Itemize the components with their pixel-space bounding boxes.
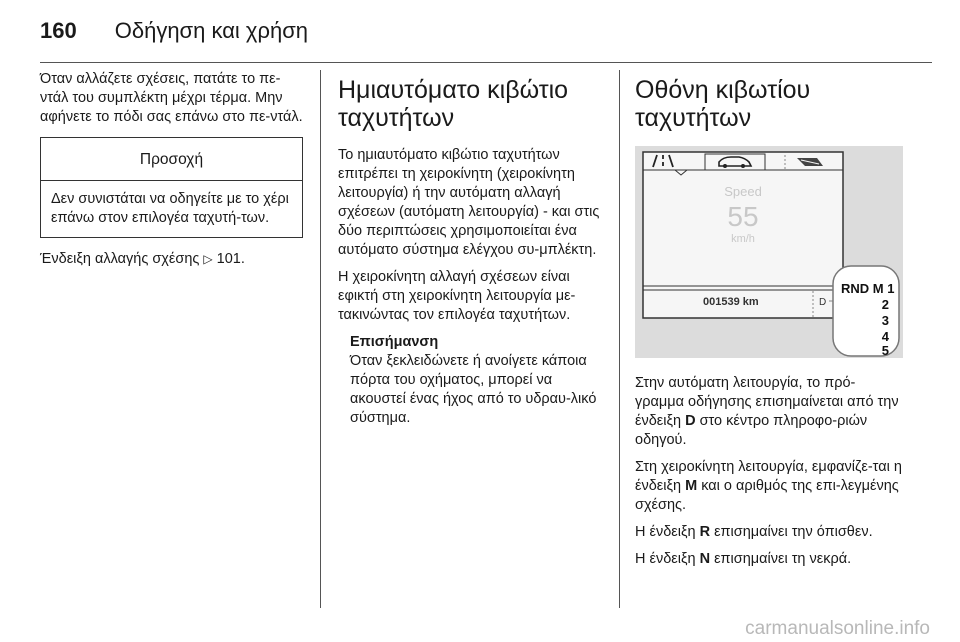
reverse-text-a: Η ένδειξη [635, 524, 696, 540]
gear-indicator-small: D [819, 297, 827, 308]
shift-indicator-text: Ένδειξη αλλαγής σχέσης [40, 251, 200, 267]
automatic-mode-text-c: στο κέντρο πληροφο-ριών οδηγού. [635, 413, 868, 448]
note-title: Επισήμανση [350, 334, 439, 350]
caution-text: Δεν συνιστάται να οδηγείτε με το χέρι επάνω στον επιλογέα ταχυτή-των. [51, 191, 289, 226]
manual-mode-paragraph [635, 458, 903, 515]
speed-unit: km/h [731, 233, 755, 245]
page-number: 160 [40, 18, 77, 43]
gearbox-display-figure [635, 146, 903, 358]
automatic-mode-paragraph [635, 374, 903, 450]
reverse-text-c: επισημαίνει την όπισθεν. [714, 524, 873, 540]
note-text: Όταν ξεκλειδώνετε ή ανοίγετε κάποια πόρτα του οχήματος, μπορεί να ακουστεί ένας ήχος από το υδραυ-λικό σύστημα. [350, 353, 597, 426]
manual-mode-text-a: Στη χειροκίνητη λειτουργία, εμφανίζε-ται η ένδειξη [635, 459, 902, 494]
neutral-text-a: Η ένδειξη [635, 551, 696, 567]
page-header [40, 18, 308, 44]
reference-arrow-icon: ▷ [203, 252, 213, 266]
note-block [338, 333, 603, 428]
clutch-paragraph: Όταν αλλάζετε σχέσεις, πατάτε το πε-ντάλ του συμπλέκτη μέχρι τέρμα. Μην αφήνετε το πόδι σας επάνω στο πε-ντάλ. [40, 71, 303, 125]
caution-title: Προσοχή [41, 138, 302, 181]
manual-mode-text-c: και ο αριθμός της επι-λεγμένης σχέσης. [635, 478, 899, 513]
section-title-gearbox-display: Οθόνη κιβωτίου ταχυτήτων [635, 76, 811, 132]
page-reference-link[interactable]: 101. [216, 251, 245, 267]
manual-shift-paragraph: Η χειροκίνητη αλλαγή σχέσεων είναι εφικτή στη χειροκίνητη λειτουργία με-τακινώντας τον επιλογέα ταχυτήτων. [338, 269, 576, 323]
neutral-text-c: επισημαίνει τη νεκρά. [714, 551, 852, 567]
gear-5: 5 [881, 343, 889, 358]
speed-label: Speed [724, 184, 762, 199]
section-title-semiautomatic: Ημιαυτόματο κιβώτιο ταχυτήτων [338, 76, 569, 132]
automatic-mode-indicator: D [685, 413, 696, 429]
automatic-mode-text-a: Στην αυτόματη λειτουργία, το πρό-γραμμα οδήγησης επισημαίνεται από την ένδειξη [635, 375, 899, 429]
caution-box [40, 137, 303, 238]
column-middle [338, 70, 603, 428]
semiautomatic-paragraph: Το ημιαυτόματο κιβώτιο ταχυτήτων επιτρέπει τη χειροκίνητη (χειροκίνητη λειτουργία) ή την αυτόματη αλλαγή σχέσεων (αυτόματη λειτουργία) - και στις δύο περιπτώσεις χρησιμοποιείται ένα αυτόματο σύστημα ελέγχου συ-μπλέκτη. [338, 147, 600, 258]
instrument-cluster-illustration [635, 146, 903, 358]
header-rule [40, 62, 932, 63]
page-heading: Οδήγηση και χρήση [114, 18, 309, 43]
column-left [40, 70, 303, 277]
gear-4: 4 [881, 329, 889, 344]
speed-value: 55 [727, 201, 759, 232]
gear-indicator-row: RND M 1 [841, 281, 895, 296]
column-divider [320, 70, 321, 608]
shift-indicator-paragraph [40, 250, 303, 269]
gear-2: 2 [881, 297, 889, 312]
gear-callout [833, 266, 899, 356]
gear-3: 3 [881, 313, 889, 328]
neutral-paragraph [635, 550, 903, 569]
watermark: carmanualsonline.info [745, 618, 930, 639]
odometer-reading: 001539 km [703, 296, 759, 308]
reverse-paragraph [635, 523, 903, 542]
reverse-indicator: R [699, 524, 711, 540]
neutral-indicator: N [699, 551, 711, 567]
column-divider [619, 70, 620, 608]
manual-mode-indicator: M [685, 478, 698, 494]
column-right [635, 70, 903, 577]
